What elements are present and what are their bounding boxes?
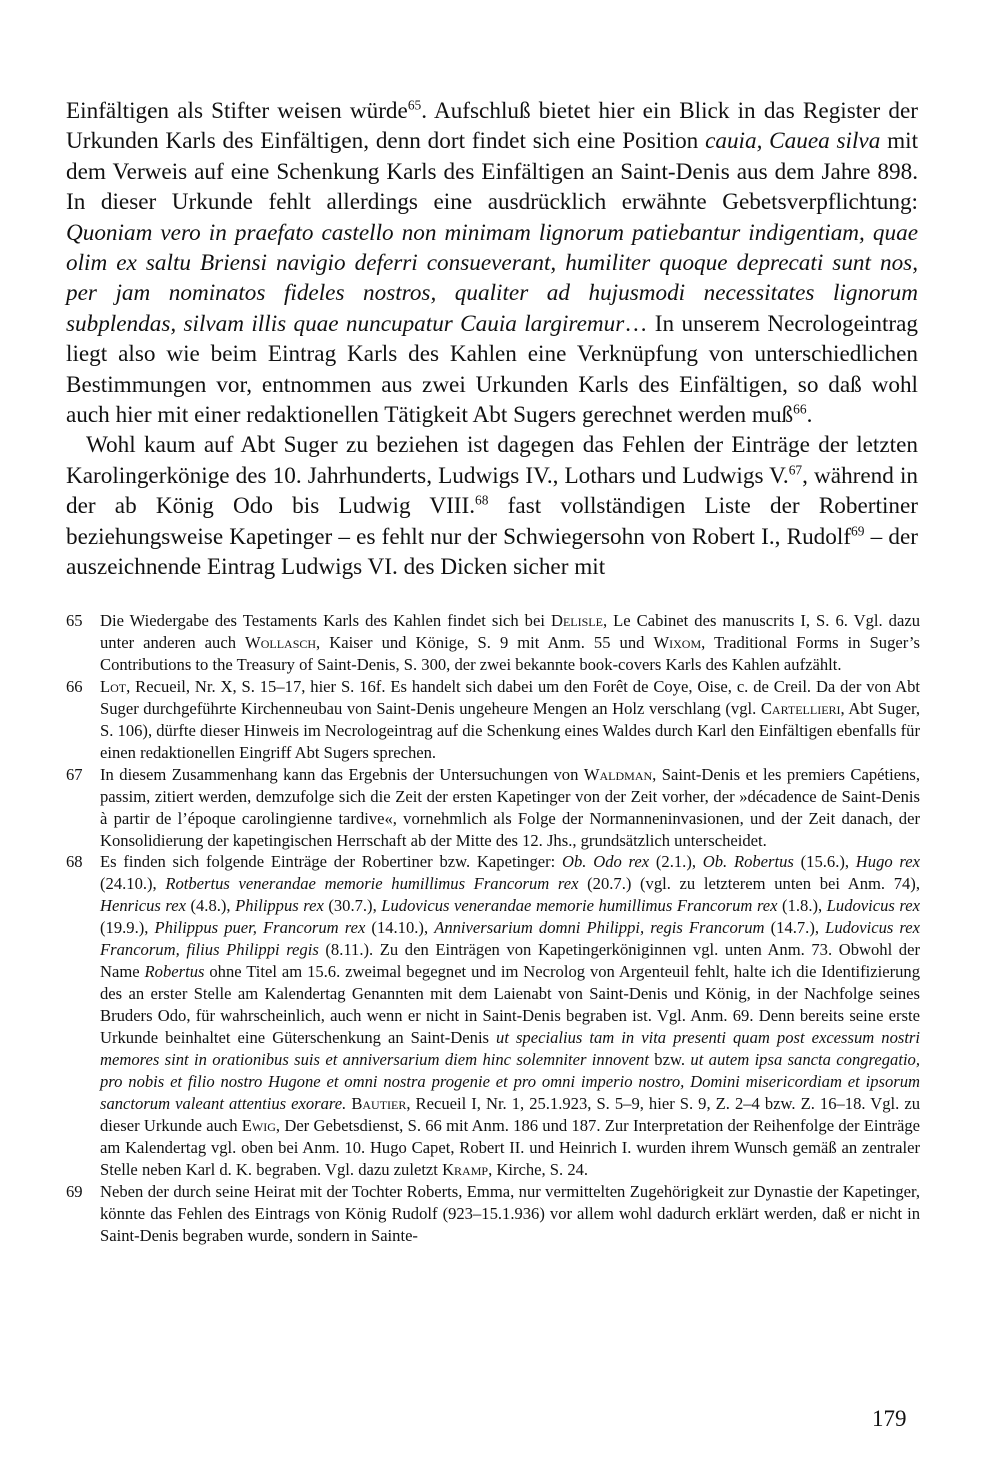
text-span: Wohl kaum auf Abt Suger zu beziehen ist dagegen das Fehlen der Einträge der letzten Karolingerkönige des 10. Jahrhunderts, Ludwigs IV., Lothars und Ludwigs V. — [66, 432, 918, 489]
italic-span: Anniversarium domni Philippi, regis Francorum — [434, 918, 765, 938]
footnotes — [66, 610, 920, 1247]
italic-span: ut autem ipsa sancta congregatio, pro nobis et filio nostro Hugone et omni nostra progenie et pro omni imperio nostro, Domini misericordiam et ipsorum sanctorum valeant attentius exorare. — [100, 1050, 921, 1113]
page-number: 179 — [872, 1406, 907, 1431]
text-span: fast vollständigen Liste der Robertiner beziehungsweise Kapetinger – es fehlt nur der Schwiegersohn von Robert I., Rudolf — [66, 493, 919, 550]
text-span: bzw. — [648, 1050, 691, 1070]
text-span: Es finden sich folgende Einträge der Robertiner bzw. Kapetinger: — [100, 852, 563, 872]
text-span: Einfältigen als Stifter weisen würde — [66, 98, 408, 124]
footnote-number: 66 — [66, 676, 83, 696]
author-name: Bautier — [351, 1093, 407, 1113]
italic-span: Henricus rex — [100, 896, 186, 916]
footnote-ref: 65 — [407, 97, 422, 113]
text-span: , Kirche, S. 24. — [488, 1159, 589, 1179]
italic-span: Quoniam vero in praefato castello non minimam lignorum patiebantur indigentiam, quae olim ex saltu Briensi navigio deferri consueverant, humiliter quoque deprecati sunt nos, per jam nominatos fideles nostros, qualiter ad hujusmodi necessitates lignorum subplendas, silvam illis quae nuncupatur Cauia largiremur — [66, 219, 918, 337]
footnote-ref: 69 — [851, 523, 865, 539]
text-span: ohne Titel am 15.6. zweimal begegnet und im Necrolog von Argenteuil fehlt, halte ich die Identifizierung des an erster Stelle am Kalendertag Genannten mit dem Laienabt von Saint-Denis und König, in der Nachfolge seines Bruders Odo, für wahrscheinlich, auch wenn er nicht in Saint-Denis begraben ist. Vgl. Anm. 69. Denn bereits seine erste Urkunde beinhaltet eine Güterschenkung an Saint-Denis — [100, 962, 920, 1048]
text-span: … In unserem Necrologeintrag liegt also wie beim Eintrag Karls des Kahlen eine Verknüpfung von unterschiedlichen Bestimmungen vor, entnommen aus zwei Urkunden Karls des Einfältigen, so daß wohl auch hier mit einer redaktionellen Tätigkeit Abt Sugers gerechnet werden muß — [66, 310, 918, 429]
main-text — [66, 96, 918, 583]
italic-span: Ludovicus rex — [826, 896, 920, 916]
italic-span: ut specialius tam in vita presenti quam post excessum nostri memores sint in orationibus suis et anniversarium diem hinc solemniter innovent — [100, 1028, 920, 1070]
text-span: (2.1.), — [649, 852, 703, 872]
text-span: , Saint-Denis et les premiers Capétiens, passim, zitiert werden, demzufolge sich die Zeit der ersten Kapetinger von der Zeit vorher, der »décadence de Saint-Denis à partir de l’époque carolingienne tardive«, vornehmlich als Folge der Normanneninvasionen, und der Zeit danach, der Konsolidierung der kapetingischen Herrschaft ab der Mitte des 12. Jhs., grundsätzlich unterscheidet. — [100, 764, 920, 850]
text-span: , Kaiser und Könige, S. 9 mit Anm. 55 und — [316, 632, 654, 652]
text-span: , Traditional Forms in Suger’s Contributions to the Treasury of Saint-Denis, S. 300, der zwei bekannte book-covers Karls des Kahlen aufzählt. — [100, 632, 920, 674]
footnote-number: 65 — [66, 611, 83, 630]
paragraph-1 — [66, 96, 918, 430]
footnote-number: 68 — [66, 852, 83, 872]
italic-span: Philippus puer, Francorum rex — [154, 918, 366, 938]
italic-span: Ob. Odo rex — [562, 852, 650, 872]
italic-span: Ob. Robertus — [702, 852, 794, 872]
italic-span: Hugo rex — [855, 852, 921, 872]
text-span: (14.10.), — [365, 918, 435, 938]
footnote-65 — [66, 610, 920, 676]
footnote-ref: 68 — [475, 492, 489, 508]
text-span: , Le Cabinet des manuscrits I, S. 6. Vgl. dazu unter anderen auch — [100, 611, 920, 652]
author-name: Kramp — [442, 1159, 489, 1179]
paragraph-2 — [66, 430, 918, 582]
text-span: – der auszeichnende Eintrag Ludwigs VI. des Dicken sicher mit — [66, 523, 918, 581]
text-span: , Der Gebetsdienst, S. 66 mit Anm. 186 und 187. Zur Interpretation der Reihenfolge der Einträge am Kalendertag vgl. oben bei Anm. 10. Hugo Capet, Robert II. und Heinrich I. wurden ihrem Wunsch gemäß an zentraler Stelle neben Karl d. K. begraben. Vgl. dazu zuletzt — [100, 1115, 920, 1179]
author-name: Delisle — [550, 611, 603, 630]
footnote-66 — [66, 676, 920, 764]
text-span: Die Wiedergabe des Testaments Karls des Kahlen findet sich bei — [100, 611, 551, 630]
text-span: (8.11.). Zu den Einträgen von Kapetingerköniginnen vgl. unten Anm. 73. Obwohl der Name — [100, 940, 920, 982]
text-span: , Abt Suger, S. 106), dürfte dieser Hinweis im Necrologeintrag auf die Schenkung eines Waldes durch Karl den Einfältigen ebenfalls für einen redaktionellen Eingriff Abt Sugers sprechen. — [100, 698, 920, 762]
italic-span: Robertus — [144, 962, 205, 982]
footnote-67 — [66, 764, 920, 852]
text-span: . — [806, 402, 813, 429]
footnote-number: 67 — [66, 764, 83, 784]
footnote-number: 69 — [66, 1181, 83, 1201]
italic-span: Rotbertus venerandae memorie humillimus Francorum rex — [165, 874, 579, 894]
text-span: mit dem Verweis auf eine Schenkung Karls des Einfältigen an Saint-Denis aus dem Jahre 898. In dieser Urkunde fehlt allerdings eine ausdrücklich erwähnte Gebetsverpflichtung: — [66, 128, 919, 216]
italic-span: Philippus rex — [235, 896, 324, 916]
text-span: . Aufschluß bietet hier ein Blick in das Register der Urkunden Karls des Einfältigen, denn dort findet sich eine Position — [66, 98, 919, 155]
text-span: (19.9.), — [100, 918, 155, 938]
author-name: Ewig — [241, 1115, 276, 1135]
italic-span: Ludovicus venerandae memorie humillimus Francorum rex — [381, 896, 778, 916]
author-name: Cartellieri — [760, 698, 841, 718]
text-span: , Recueil I, Nr. 1, 25.1.923, S. 5–9, hier S. 9, Z. 2–4 bzw. Z. 16–18. Vgl. zu dieser Urkunde auch — [100, 1093, 920, 1135]
text-span: In diesem Zusammenhang kann das Ergebnis der Untersuchungen von — [100, 764, 584, 784]
footnote-ref: 67 — [788, 462, 803, 478]
author-name: Wollasch — [245, 632, 317, 652]
footnote-69 — [66, 1181, 920, 1247]
text-span: , während in der ab König Odo bis Ludwig VIII. — [66, 462, 918, 520]
text-span: (24.10.), — [100, 874, 166, 894]
text-span: (4.8.), — [185, 896, 236, 916]
text-span: (14.7.), — [764, 918, 826, 938]
author-name: Lot — [100, 676, 127, 696]
text-span: Neben der durch seine Heirat mit der Tochter Roberts, Emma, nur vermittelten Zugehörigkeit zur Dynastie der Kapetinger, könnte das Fehlen des Eintrags von König Rudolf (923–15.1.936) vor allem wohl dadurch erklärt werden, daß er nicht in Saint-Denis begraben wurde, sondern in Sainte- — [100, 1181, 920, 1245]
text-span: (15.6.), — [793, 852, 856, 872]
text-span: , Recueil, Nr. X, S. 15–17, hier S. 16f. Es handelt sich dabei um den Forêt de Coye, Oise, c. de Creil. Da der von Abt Suger durchgeführte Kirchenneubau von Saint-Denis ungeheure Mengen an Holz verschlang (vgl. — [100, 676, 920, 718]
text-span: (1.8.), — [777, 896, 827, 916]
author-name: Wixom — [653, 632, 702, 652]
italic-span: Ludovicus rex Francorum, filius Philippi regis — [100, 918, 920, 960]
italic-span: cauia, Cauea silva — [705, 128, 881, 155]
text-span: (20.7.) (vgl. zu letzterem unten bei Anm. 74), — [578, 874, 920, 894]
author-name: Waldman — [583, 764, 653, 784]
footnote-ref: 66 — [793, 401, 807, 417]
footnote-68 — [66, 851, 920, 1180]
text-span: (30.7.), — [323, 896, 382, 916]
